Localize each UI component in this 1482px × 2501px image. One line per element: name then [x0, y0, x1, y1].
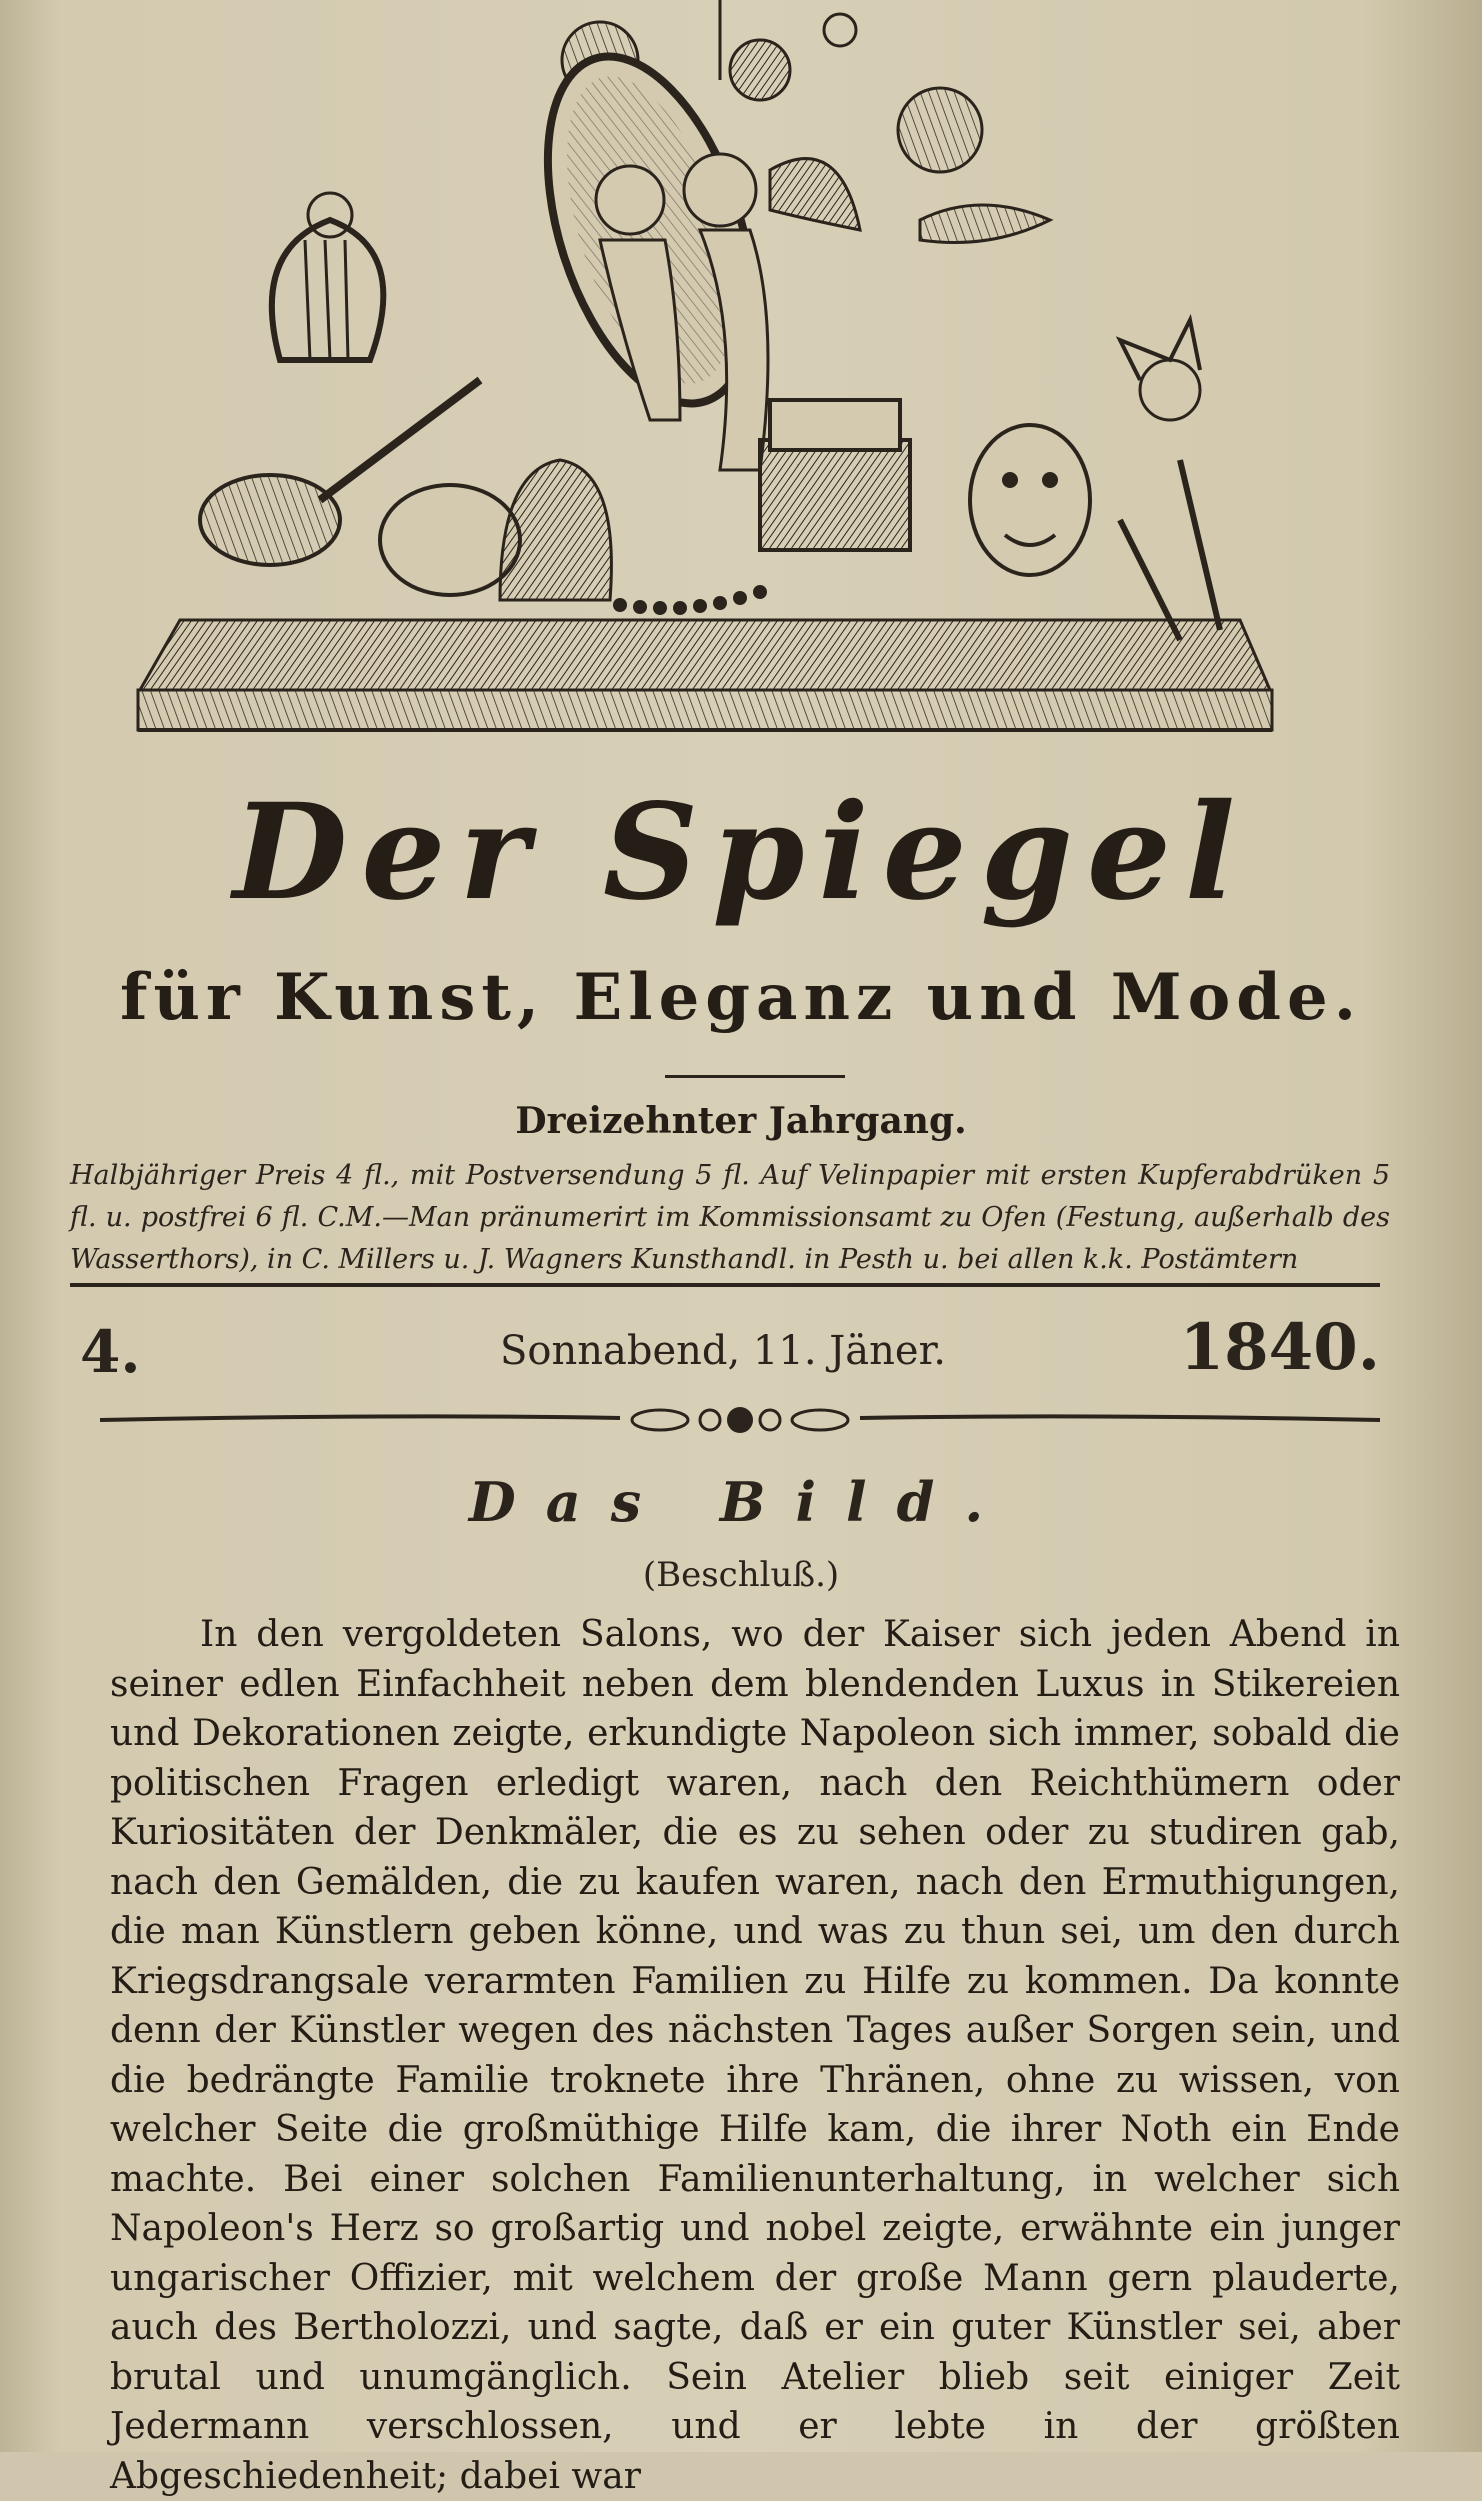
issue-line [70, 1310, 1380, 1390]
article-title: Das Bild. [468, 1470, 1014, 1534]
article-note: (Beschluß.) [642, 1555, 840, 1595]
divider [665, 1075, 845, 1078]
allegorical-engraving-icon [120, 0, 1300, 770]
price-note: Halbjähriger Preis 4 fl., mit Postversendung 5 fl. Auf Velinpapier mit ersten Kupferabdrüken 5 fl. u. postfrei 6 fl. C.M.—Man pränumerirt im Kommissionsamt zu Ofen (Festung, außerhalb des Wasserthors), in C. Millers u. J. Wagners Kunsthandl. in Pesth u. bei allen k.k. Postämtern [70, 1160, 1390, 1275]
issue-date: Sonnabend, 11. Jäner. [500, 1328, 947, 1374]
issue-number: 4. [80, 1318, 141, 1386]
volume-label: Dreizehnter Jahrgang. [515, 1100, 967, 1142]
divider [70, 1283, 1380, 1287]
ornamental-rule-icon [100, 1400, 1380, 1440]
masthead-title: Der Spiegel [232, 775, 1250, 930]
issue-year: 1840. [1179, 1310, 1380, 1385]
masthead-subtitle: für Kunst, Eleganz und Mode. [119, 960, 1363, 1035]
article-body: In den vergoldeten Salons, wo der Kaiser sich jeden Abend in seiner edlen Einfachheit neben dem blendenden Luxus in Stikereien und Dekorationen zeigte, erkundigte Napoleon sich immer, sobald die politischen Fragen erledigt waren, nach den Reichthümern oder Kuriositäten der Denkmäler, die es zu sehen oder zu studiren gab, nach den Gemälden, die zu kaufen waren, nach den Ermuthigungen, die man Künstlern geben könne, und was zu thun sei, um den durch Kriegsdrangsale verarmten Familien zu Hilfe zu kommen. Da konnte denn der Künstler wegen des nächsten Tages außer Sorgen sein, und die bedrängte Familie troknete ihre Thränen, ohne zu wissen, von welcher Seite die großmüthige Hilfe kam, die ihrer Noth ein Ende machte. Bei einer solchen Familienunterhaltung, in welcher sich Napoleon's Herz so großartig und nobel zeigte, erwähnte ein junger ungarischer Offizier, mit welchem der große Mann gern plauderte, auch des Bertholozzi, und sagte, daß er ein guter Künstler sei, aber brutal und unumgänglich. Sein Atelier blieb seit einiger Zeit Jedermann verschlossen, und er lebte in der größten Abgeschiedenheit; dabei war [110, 1614, 1400, 2497]
